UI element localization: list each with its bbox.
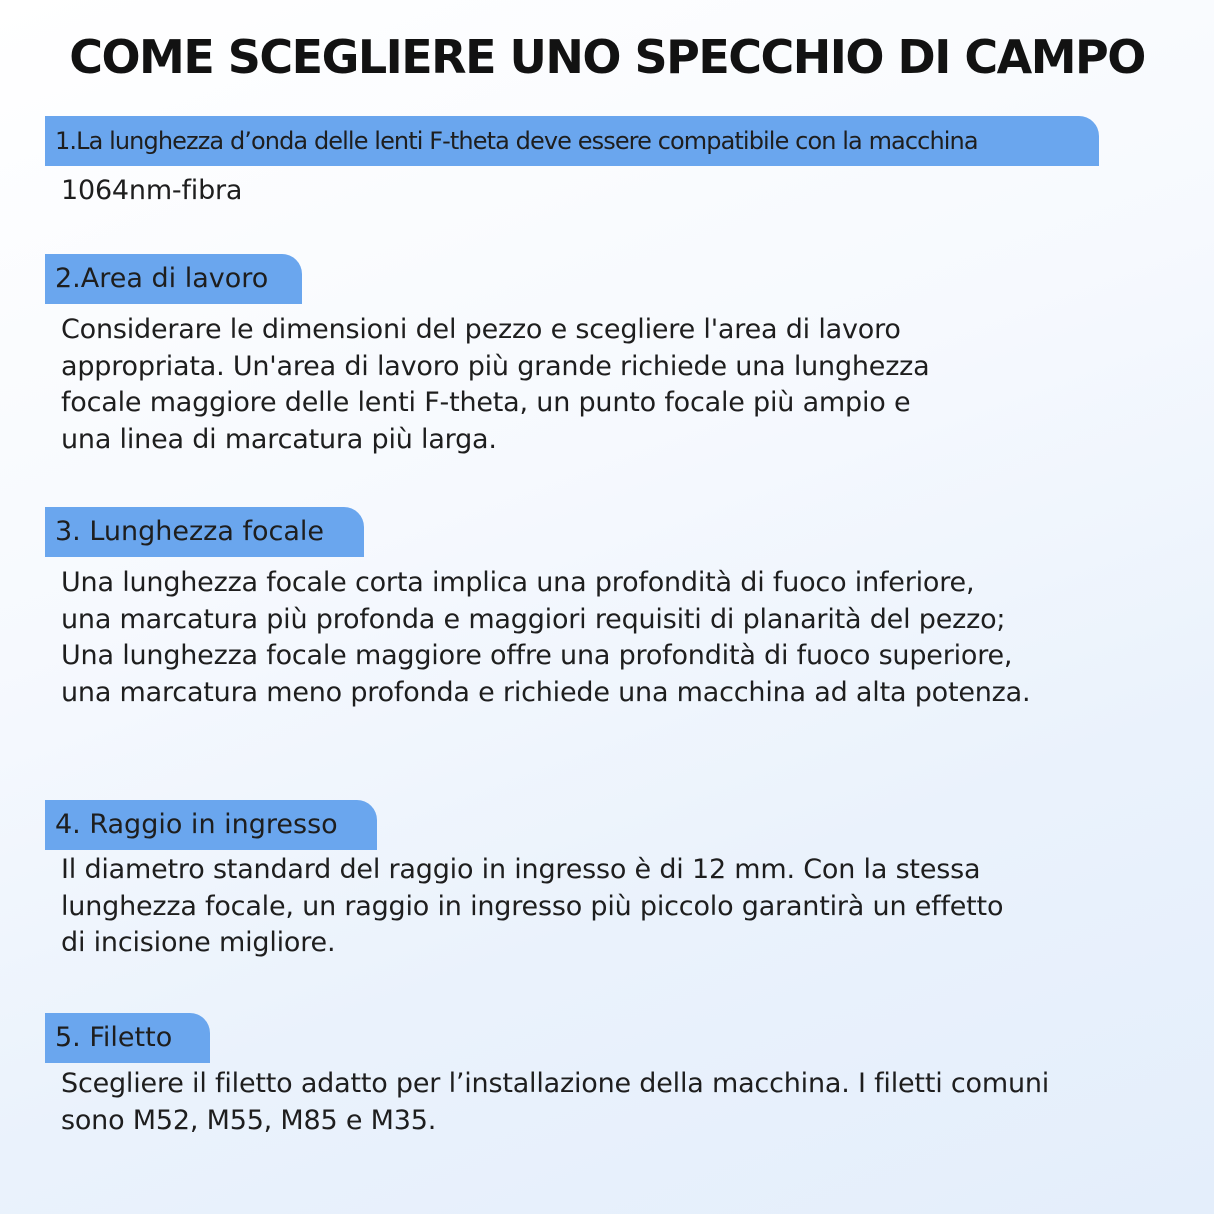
section-3-line: Una lunghezza focale corta implica una profondità di fuoco inferiore,	[61, 567, 975, 598]
page-title: COME SCEGLIERE UNO SPECCHIO DI CAMPO	[69, 30, 1145, 84]
section-5-line: Scegliere il filetto adatto per l’installazione della macchina. I filetti comuni	[61, 1068, 1050, 1099]
section-1-heading: 1.La lunghezza d’onda delle lenti F-theta deve essere compatibile con la macchina	[45, 116, 1099, 166]
section-3-heading: 3. Lunghezza focale	[45, 507, 364, 557]
section-2-line: Considerare le dimensioni del pezzo e scegliere l'area di lavoro	[61, 314, 901, 345]
section-3-body	[61, 565, 1181, 711]
section-3-line: Una lunghezza focale maggiore offre una profondità di fuoco superiore,	[61, 640, 1013, 672]
section-4-line: lunghezza focale, un raggio in ingresso più piccolo garantirà un effetto	[61, 890, 1004, 922]
section-4-line: Il diametro standard del raggio in ingresso è di 12 mm. Con la stessa	[61, 854, 981, 885]
section-2-line: appropriata. Un'area di lavoro più grande richiede una lunghezza	[61, 350, 930, 382]
section-5-heading: 5. Filetto	[45, 1013, 210, 1063]
section-2-heading: 2.Area di lavoro	[45, 254, 302, 304]
section-5-line: sono M52, M55, M85 e M35.	[61, 1104, 437, 1136]
section-4-line: di incisione migliore.	[61, 927, 336, 959]
section-3-line: una marcatura meno profonda e richiede una macchina ad alta potenza.	[61, 676, 1031, 708]
section-2-line: focale maggiore delle lenti F-theta, un punto focale più ampio e	[61, 387, 911, 419]
section-5-body	[61, 1066, 1181, 1139]
section-1-line: 1064nm-fibra	[61, 175, 243, 206]
section-3-line: una marcatura più profonda e maggiori requisiti di planarità del pezzo;	[61, 603, 1006, 635]
section-4-heading: 4. Raggio in ingresso	[45, 800, 377, 850]
section-4-body	[61, 852, 1181, 962]
section-1-body	[61, 173, 1181, 210]
section-2-line: una linea di marcatura più larga.	[61, 423, 497, 455]
section-2-body	[61, 312, 1181, 458]
